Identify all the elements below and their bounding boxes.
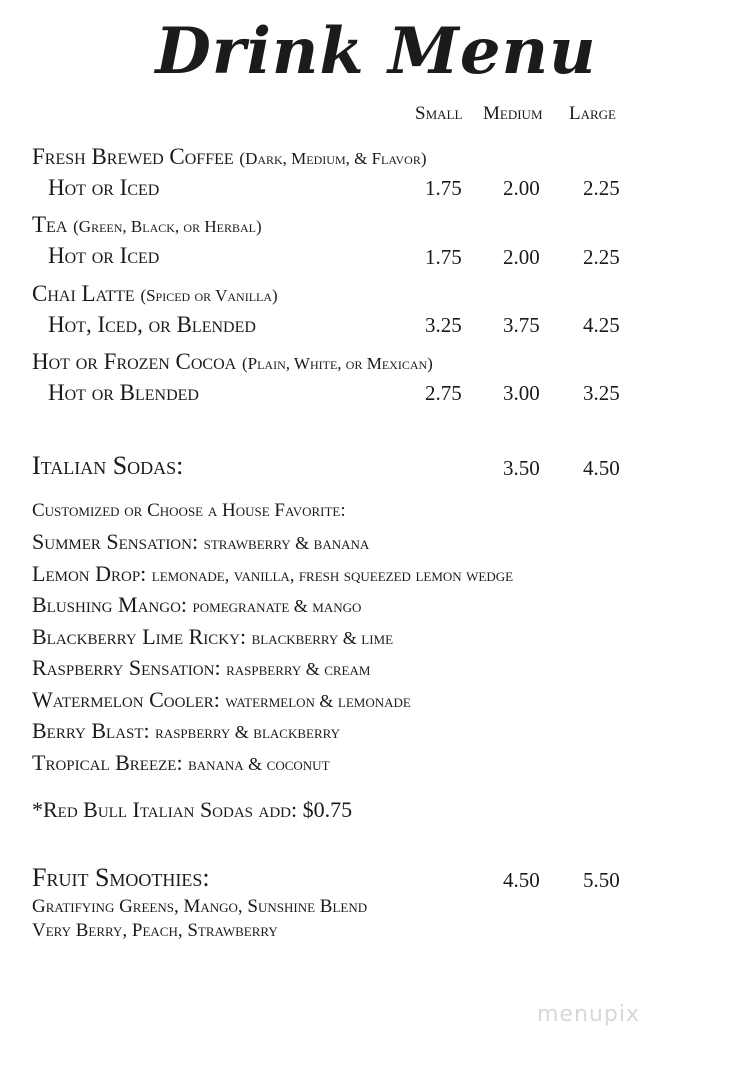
drink-title: Tea xyxy=(32,212,68,237)
price-small: 2.75 xyxy=(425,381,462,405)
soda-item xyxy=(32,750,330,776)
price-medium: 2.00 xyxy=(503,245,540,269)
drink-title: Hot or Frozen Cocoa xyxy=(32,349,237,374)
soda-desc: raspberry & blackberry xyxy=(155,722,340,742)
drink-name-tea xyxy=(32,212,262,238)
price-large: 3.25 xyxy=(583,381,620,405)
size-header-large: Large xyxy=(569,103,616,124)
soda-desc: strawberry & banana xyxy=(203,533,370,553)
price-large: 4.50 xyxy=(583,456,620,480)
soda-item xyxy=(32,687,411,713)
drink-note: (Green, Black, or Herbal) xyxy=(73,217,262,236)
price-large: 4.25 xyxy=(583,313,620,337)
soda-item xyxy=(32,592,361,618)
soda-desc: blackberry & lime xyxy=(251,628,394,648)
soda-name: Watermelon Cooler: xyxy=(32,687,220,712)
soda-item xyxy=(32,561,513,587)
drink-note: (Plain, White, or Mexican) xyxy=(241,354,433,373)
drink-note: (Spiced or Vanilla) xyxy=(140,286,278,305)
drink-name-cocoa xyxy=(32,349,433,375)
size-header-medium: Medium xyxy=(483,103,543,124)
soda-name: Raspberry Sensation: xyxy=(32,655,221,680)
soda-desc: lemonade, vanilla, fresh squeezed lemon wedge xyxy=(151,565,514,585)
price-medium: 2.00 xyxy=(503,176,540,200)
red-bull-addon: *Red Bull Italian Sodas add: $0.75 xyxy=(32,797,353,822)
size-header-small: Small xyxy=(415,103,463,124)
price-large: 2.25 xyxy=(583,176,620,200)
price-large: 5.50 xyxy=(583,868,620,892)
soda-name: Blushing Mango: xyxy=(32,592,188,617)
soda-item xyxy=(32,624,393,650)
price-medium: 3.75 xyxy=(503,313,540,337)
price-small: 1.75 xyxy=(425,245,462,269)
smoothies-heading: Fruit Smoothies: xyxy=(32,863,210,892)
drink-option: Hot or Blended xyxy=(48,380,199,405)
drink-note: (Dark, Medium, & Flavor) xyxy=(239,149,427,168)
price-medium: 4.50 xyxy=(503,868,540,892)
smoothie-flavors-1: Gratifying Greens, Mango, Sunshine Blend xyxy=(32,896,368,917)
price-small: 3.25 xyxy=(425,313,462,337)
smoothie-flavors-2: Very Berry, Peach, Strawberry xyxy=(32,920,278,941)
price-small: 1.75 xyxy=(425,176,462,200)
soda-name: Blackberry Lime Ricky: xyxy=(32,624,247,649)
soda-name: Berry Blast: xyxy=(32,718,150,743)
drink-option: Hot or Iced xyxy=(48,243,160,268)
price-medium: 3.50 xyxy=(503,456,540,480)
soda-desc: banana & coconut xyxy=(188,754,330,774)
soda-desc: pomegranate & mango xyxy=(192,596,362,616)
drink-name-chai xyxy=(32,281,278,307)
drink-name-coffee xyxy=(32,144,427,170)
drink-title: Chai Latte xyxy=(32,281,135,306)
soda-item xyxy=(32,655,370,681)
drink-option: Hot, Iced, or Blended xyxy=(48,312,256,337)
soda-desc: raspberry & cream xyxy=(226,659,371,679)
drink-option: Hot or Iced xyxy=(48,175,160,200)
soda-name: Lemon Drop: xyxy=(32,561,147,586)
italian-sodas-intro: Customized or Choose a House Favorite: xyxy=(32,500,346,521)
menu-title: Drink Menu xyxy=(155,14,597,89)
soda-item xyxy=(32,718,340,744)
watermark: menupix xyxy=(537,1002,640,1027)
soda-name: Summer Sensation: xyxy=(32,529,199,554)
soda-name: Tropical Breeze: xyxy=(32,750,183,775)
price-medium: 3.00 xyxy=(503,381,540,405)
drink-title: Fresh Brewed Coffee xyxy=(32,144,234,169)
soda-desc: watermelon & lemonade xyxy=(225,691,411,711)
italian-sodas-heading: Italian Sodas: xyxy=(32,451,184,480)
soda-item xyxy=(32,529,369,555)
price-large: 2.25 xyxy=(583,245,620,269)
